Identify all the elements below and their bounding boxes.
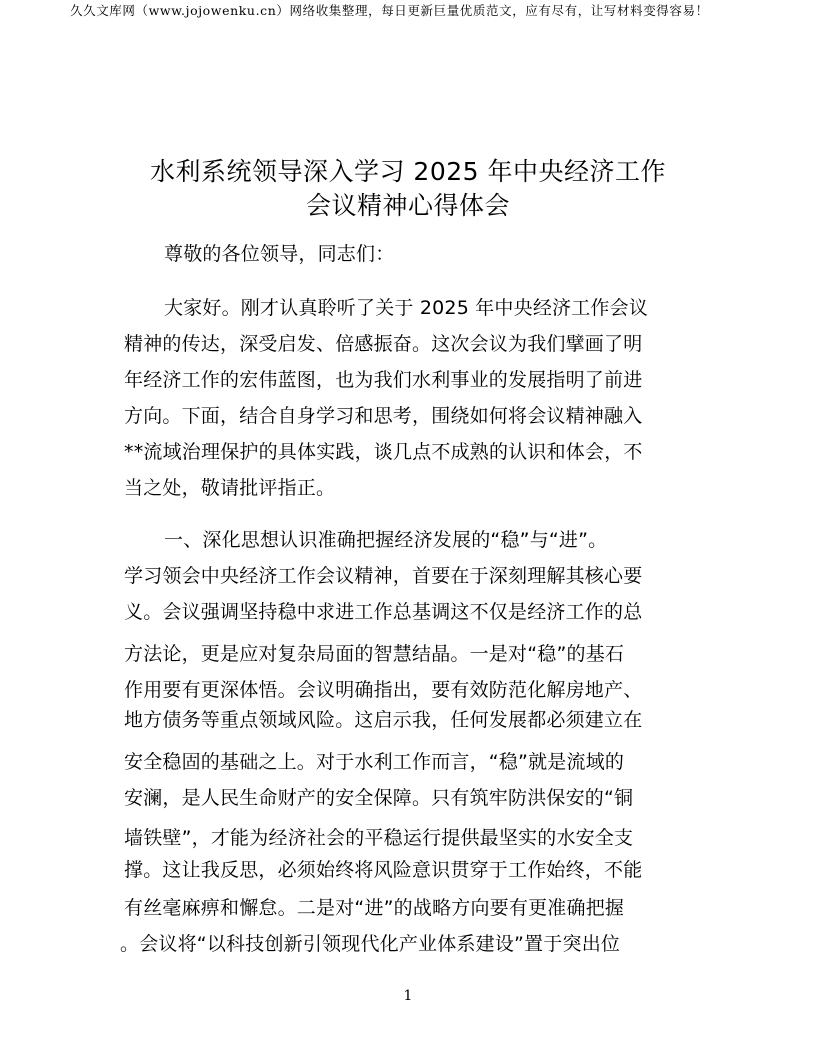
paragraph-2-line: 有丝毫麻痹和懈怠。二是对“进”的战略方向要有更准确把握: [124, 897, 625, 919]
paragraph-2-line: 安全稳固的基础之上。对于水利工作而言，“稳”就是流域的: [124, 751, 625, 773]
paragraph-1-line: 精神的传达，深受启发、倍感振奋。这次会议为我们擘画了明: [124, 333, 643, 355]
paragraph-2-line: 撑。这让我反思，必须始终将风险意识贯穿于工作始终，不能: [124, 859, 643, 881]
document-title-line-2: 会议精神心得体会: [305, 191, 510, 220]
paragraph-1-line: 当之处，敬请批评指正。: [124, 477, 336, 499]
site-header-note: 久久文库网（www.jojowenku.cn）网络收集整理，每日更新巨量优质范文，应有尽有，让写材料变得容易！: [70, 3, 709, 18]
paragraph-2-line: 地方债务等重点领域风险。这启示我，任何发展都必须建立在: [124, 709, 643, 731]
paragraph-1-line: **流域治理保护的具体实践，谈几点不成熟的认识和体会，不: [124, 441, 643, 463]
paragraph-1-line: 年经济工作的宏伟蓝图，也为我们水利事业的发展指明了前进: [124, 369, 643, 391]
paragraph-1-line: 方向。下面，结合自身学习和思考，围绕如何将会议精神融入: [124, 405, 643, 427]
paragraph-2-line: 安澜，是人民生命财产的安全保障。只有筑牢防洪保安的“铜: [124, 787, 634, 809]
document-title-line-1: 水利系统领导深入学习 2025 年中央经济工作: [149, 157, 667, 186]
paragraph-2-line: 墙铁壁”，才能为经济社会的平稳运行提供最坚实的水安全支: [124, 827, 634, 849]
paragraph-2-line: 。会议将“以科技创新引领现代化产业体系建设”置于突出位: [120, 933, 621, 955]
paragraph-2-line: 义。会议强调坚持稳中求进工作总基调这不仅是经济工作的总: [124, 601, 643, 623]
paragraph-2-line: 方法论，更是应对复杂局面的智慧结晶。一是对“稳”的基石: [124, 643, 625, 665]
salutation: 尊敬的各位领导，同志们：: [164, 243, 395, 265]
page-number: 1: [403, 988, 413, 1004]
paragraph-2-line: 作用要有更深体悟。会议明确指出，要有效防范化解房地产、: [124, 679, 643, 701]
paragraph-2-line: 学习领会中央经济工作会议精神，首要在于深刻理解其核心要: [124, 565, 643, 587]
paragraph-2-line: 一、深化思想认识准确把握经济发展的“稳”与“进”。: [164, 529, 608, 551]
paragraph-1-line: 大家好。刚才认真聆听了关于 2025 年中央经济工作会议: [164, 297, 649, 319]
